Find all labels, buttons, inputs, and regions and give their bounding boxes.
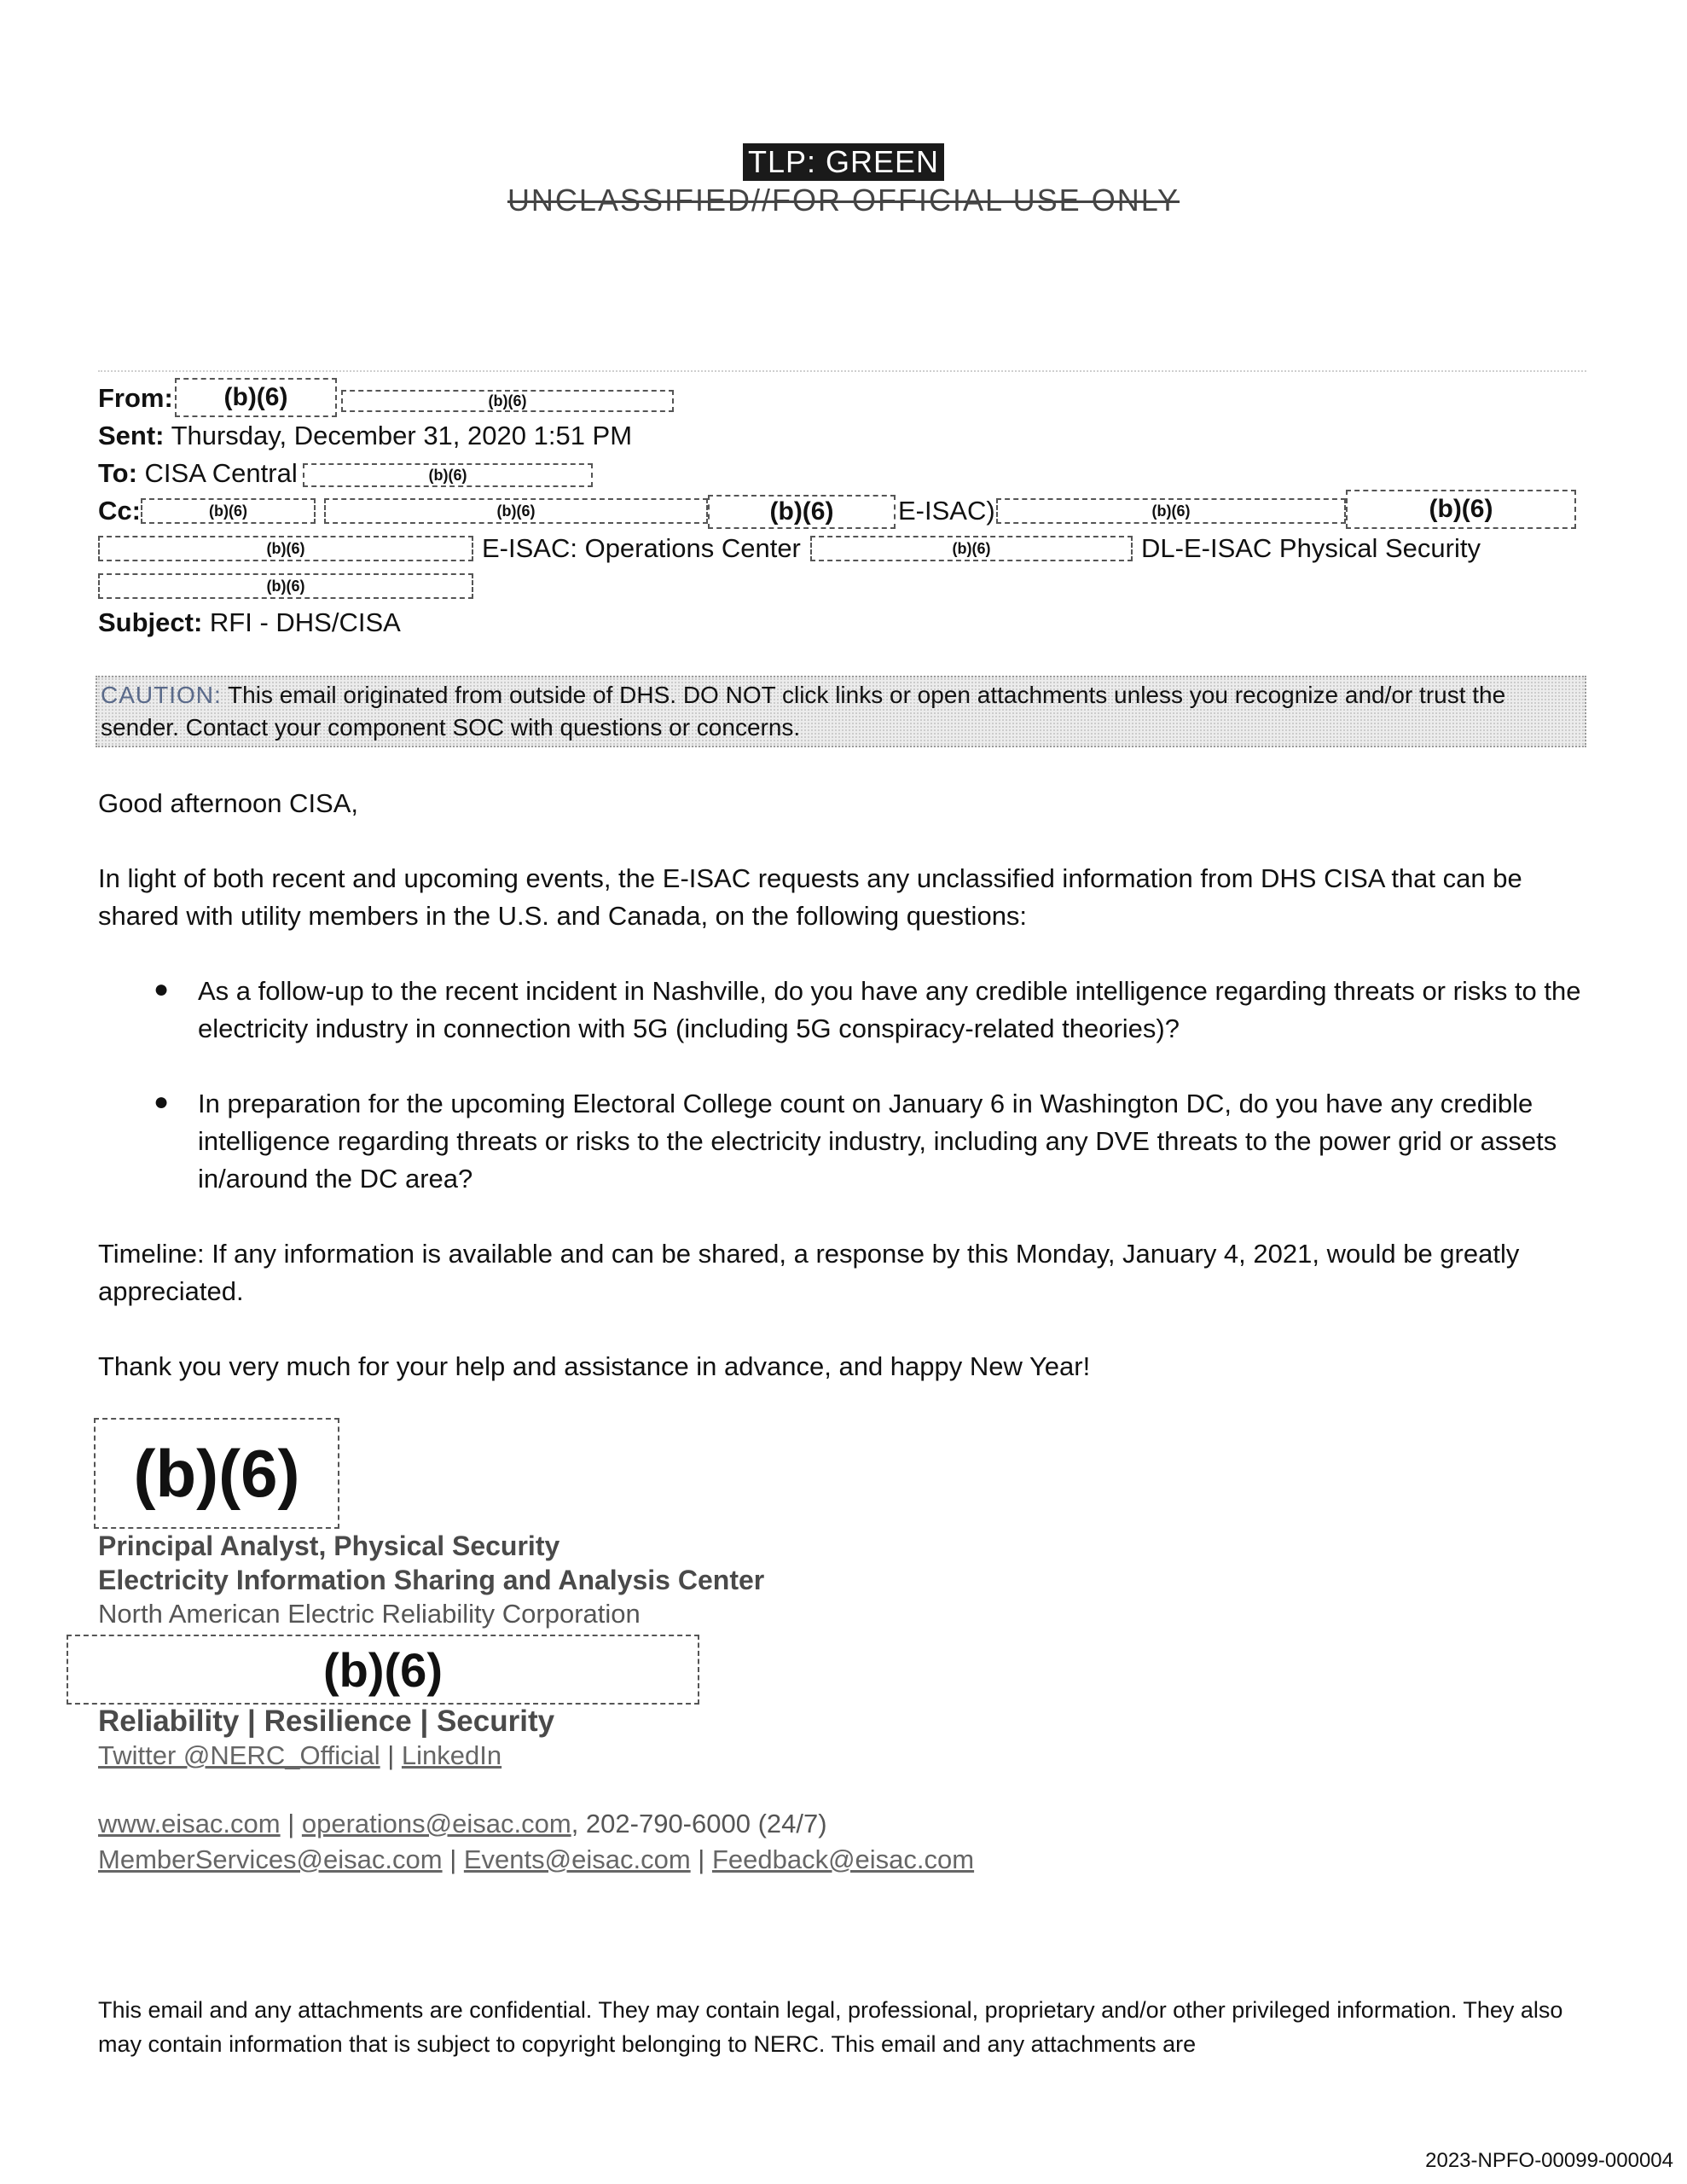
caution-text: This email originated from outside of DHS. DO NOT click links or open attachments unless you recognize and/or trust the sender. Contact your component SOC with questions or concerns. [101,682,1506,741]
timeline-paragraph: Timeline: If any information is available and can be shared, a response by this Monday, January 4, 2021, would be greatly appreciated. [98,1239,1520,1306]
to-line [98,455,298,492]
link-separator: | [380,1740,402,1770]
sent-value: Thursday, December 31, 2020 1:51 PM [171,421,633,450]
events-email-link[interactable]: Events@eisac.com [463,1844,691,1874]
thanks-paragraph: Thank you very much for your help and assistance in advance, and happy New Year! [98,1351,1091,1381]
classification-marking: UNCLASSIFIED//FOR OFFICIAL USE ONLY [507,183,1180,218]
bullet-item-2: In preparation for the upcoming Electoral College count on January 6 in Washington DC, do you have any credible intelligence regarding threats or risks to the electricity industry, including any DVE threats to the power grid or assets in/around the DC area? [198,1089,1557,1194]
subject-line [98,604,401,642]
redaction-cc-1: (b)(6) [141,498,316,524]
from-label: From: [98,383,173,413]
bullet-item-1: As a follow-up to the recent incident in Nashville, do you have any credible intelligence regarding threats or risks to the electricity industry in connection with 5G (including 5G conspiracy-related theories)? [198,976,1581,1043]
page-identifier: 2023-NPFO-00099-000004 [1425,2149,1673,2172]
linkedin-link[interactable]: LinkedIn [401,1740,502,1770]
operations-email-link[interactable]: operations@eisac.com [301,1809,571,1838]
signature-social-links [98,1740,501,1771]
redaction-to-email: (b)(6) [303,463,593,487]
cc-label: Cc: [98,496,141,526]
header-divider [98,370,1586,372]
link-separator: | [690,1844,712,1874]
website-link[interactable]: www.eisac.com [98,1809,281,1838]
cc-dl-physical-security: DL-E-ISAC Physical Security [1141,533,1481,563]
phone-number: , 202-790-6000 (24/7) [571,1809,827,1838]
caution-label: CAUTION: [101,682,222,708]
redaction-cc-7: (b)(6) [810,536,1133,561]
sent-line [98,417,632,455]
redaction-from-name: (b)(6) [175,378,337,417]
cc-ops-center: E-ISAC: Operations Center [482,533,801,563]
redaction-cc-2: (b)(6) [324,498,708,524]
signature-org: Electricity Information Sharing and Analysis Center [98,1565,765,1595]
signature-email-line [98,1844,974,1875]
to-value: CISA Central [144,458,298,488]
caution-banner [96,676,1586,747]
redaction-cc-6: (b)(6) [98,536,473,561]
twitter-link[interactable]: Twitter @NERC_Official [98,1740,380,1770]
redaction-cc-8: (b)(6) [98,573,473,599]
sent-label: Sent: [98,421,165,450]
bullet-marker: ● [154,1088,170,1116]
subject-label: Subject: [98,607,203,637]
to-label: To: [98,458,137,488]
from-line [98,380,173,417]
tlp-marking: TLP: GREEN [743,143,944,181]
redaction-from-email: (b)(6) [341,390,674,412]
signature-title: Principal Analyst, Physical Security [98,1531,560,1561]
cc-line [98,492,141,530]
member-services-link[interactable]: MemberServices@eisac.com [98,1844,443,1874]
tlp-header [0,143,1687,181]
link-separator: | [280,1809,302,1838]
feedback-email-link[interactable]: Feedback@eisac.com [711,1844,975,1874]
subject-value: RFI - DHS/CISA [209,607,401,637]
redaction-cc-4: (b)(6) [996,498,1346,524]
intro-paragraph: In light of both recent and upcoming events, the E-ISAC requests any unclassified information from DHS CISA that can be shared with utility members in the U.S. and Canada, on the following questions: [98,863,1522,931]
redaction-cc-3: (b)(6) [708,495,896,529]
signature-contact-line [98,1809,827,1839]
confidentiality-disclaimer: This email and any attachments are confidential. They may contain legal, professional, proprietary and/or other privileged information. They also may contain information that is subject to copyright belonging to NERC. This email and any attachments are [98,1997,1563,2057]
redaction-signature-name: (b)(6) [94,1418,339,1529]
redaction-signature-contact: (b)(6) [67,1635,699,1705]
link-separator: | [442,1844,464,1874]
redaction-cc-5: (b)(6) [1346,490,1576,529]
signature-motto: Reliability | Resilience | Security [98,1705,555,1738]
greeting: Good afternoon CISA, [98,788,359,818]
cc-eisac: E-ISAC) [898,496,995,526]
signature-parent-org: North American Electric Reliability Corporation [98,1599,641,1629]
bullet-marker: ● [154,975,170,1003]
